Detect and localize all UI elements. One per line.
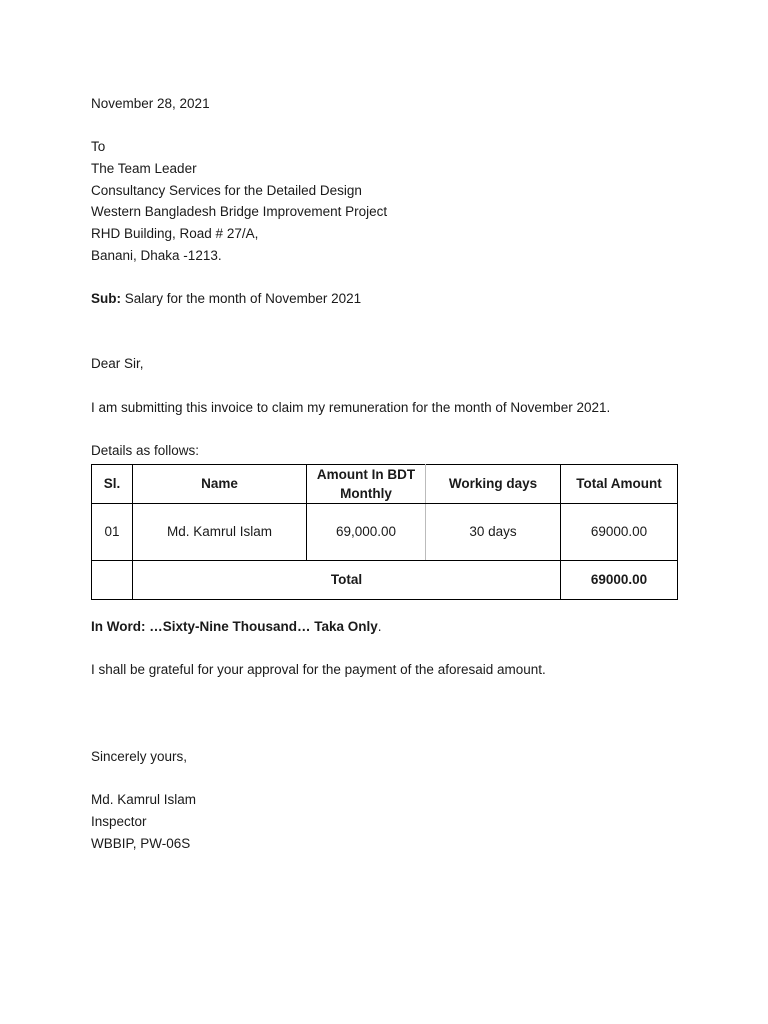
in-word-text: In Word: …Sixty-Nine Thousand… Taka Only [91,618,378,634]
recipient-line-4: Banani, Dhaka -1213. [91,247,222,263]
signature-office: WBBIP, PW-06S [91,835,191,851]
recipient-line-2: Western Bangladesh Bridge Improvement Project [91,204,388,220]
recipient-block [91,136,691,266]
signature-designation: Inspector [91,813,147,829]
header-amount [307,464,426,503]
closing-request: I shall be grateful for your approval for the payment of the aforesaid amount. [91,662,546,678]
cell-sl: 01 [92,503,133,560]
intro-paragraph: I am submitting this invoice to claim my remuneration for the month of November 2021. [91,399,611,415]
letter-date: November 28, 2021 [91,96,210,111]
table-row [92,503,678,560]
header-sl: Sl. [92,464,133,503]
cell-total-blank [92,560,133,599]
subject-line [91,288,691,310]
signature-block [91,789,691,854]
details-label: Details as follows: [91,443,200,459]
cell-amount: 69,000.00 [307,503,426,560]
header-working-days: Working days [426,464,561,503]
total-value: 69000.00 [561,560,678,599]
cell-working-days: 30 days [426,503,561,560]
header-amount-line-2: Monthly [340,485,392,501]
recipient-line-1: Consultancy Services for the Detailed Design [91,182,362,198]
cell-total-amount: 69000.00 [561,503,678,560]
total-label: Total [133,560,561,599]
recipient-to: To [91,139,106,155]
in-word-line [91,616,691,638]
in-word-suffix: . [377,618,382,634]
table-header-row [92,464,678,503]
header-total-amount: Total Amount [561,464,678,503]
recipient-line-3: RHD Building, Road # 27/A, [91,226,259,242]
letter [91,93,691,854]
signoff: Sincerely yours, [91,748,188,764]
subject-text: Salary for the month of November 2021 [121,291,362,307]
header-amount-line-1: Amount In BDT [316,466,416,482]
header-name: Name [133,464,307,503]
salutation: Dear Sir, [91,356,144,372]
recipient-title: The Team Leader [91,161,197,177]
table-total-row [92,560,678,599]
salary-details-table [91,464,678,600]
subject-label: Sub: [91,291,121,307]
signature-name: Md. Kamrul Islam [91,792,197,808]
cell-name: Md. Kamrul Islam [133,503,307,560]
